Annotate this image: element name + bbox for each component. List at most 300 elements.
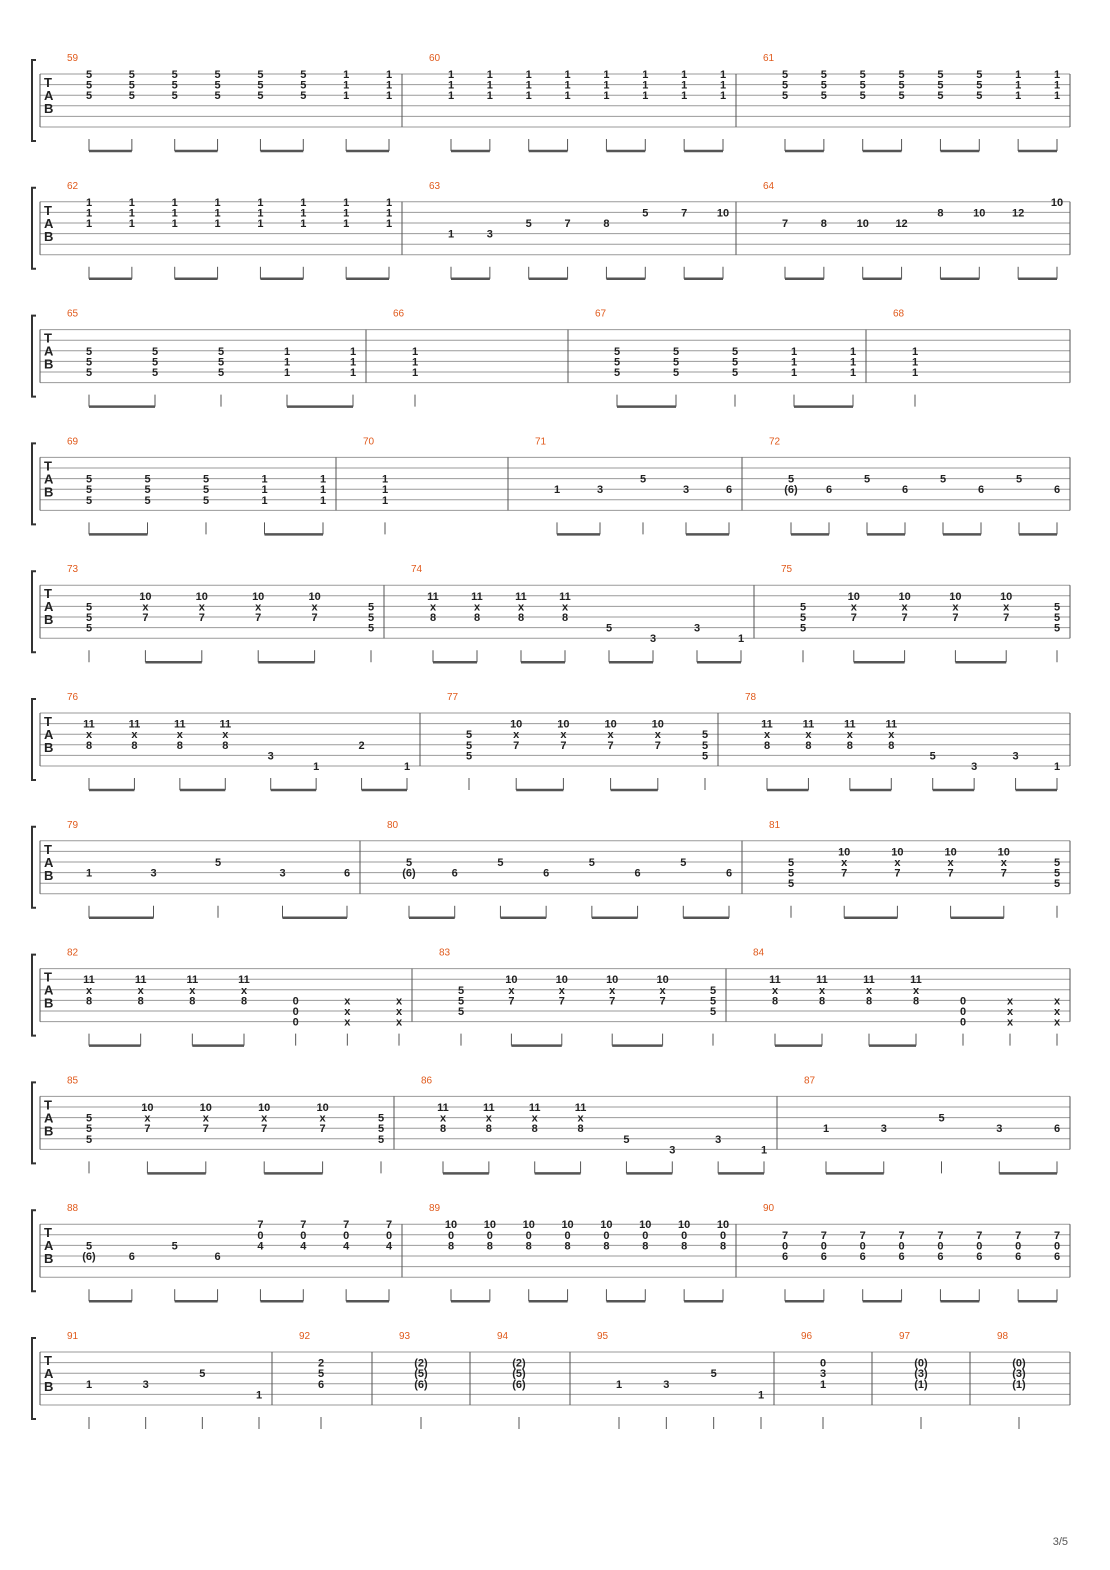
fret-number: 3 xyxy=(267,750,274,763)
fret-number: 10 xyxy=(252,590,265,603)
fret-number: 7 xyxy=(142,612,149,624)
fret-number: 1 xyxy=(642,79,649,92)
fret-number: 1 xyxy=(564,79,571,92)
fret-number: 5 xyxy=(367,601,375,614)
fret-number: 5 xyxy=(465,750,473,763)
tab-system xyxy=(32,1075,1070,1173)
fret-number: 10 xyxy=(308,590,321,603)
tab-clef-letter: A xyxy=(44,1366,54,1381)
fret-number: 1 xyxy=(261,484,268,497)
fret-number: 8 xyxy=(564,1240,571,1253)
fret-number: 1 xyxy=(171,196,178,209)
fret-number: 10 xyxy=(856,218,869,230)
system-bracket xyxy=(32,1210,36,1291)
fret-number: 6 xyxy=(901,484,909,497)
fret-number: 1 xyxy=(603,79,610,92)
fret-number: x xyxy=(818,984,826,997)
measure-number: 89 xyxy=(429,1203,441,1215)
fret-number: 5 xyxy=(217,367,225,379)
fret-number: 1 xyxy=(300,196,307,209)
fret-number: 5 xyxy=(214,90,221,103)
fret-number: 11 xyxy=(134,974,147,987)
fret-number: 10 xyxy=(949,590,962,603)
fret-number: 1 xyxy=(85,196,93,209)
fret-number: 7 xyxy=(319,1123,326,1136)
fret-number: 10 xyxy=(195,590,208,603)
fret-number: 4 xyxy=(257,1240,264,1253)
fret-number: 1 xyxy=(849,356,857,369)
fret-number: 8 xyxy=(429,612,437,624)
measure-number: 75 xyxy=(781,564,793,576)
fret-number: 10 xyxy=(316,1102,329,1114)
fret-number: 8 xyxy=(865,995,873,1008)
fret-number: 10 xyxy=(651,718,664,731)
fret-number: 1 xyxy=(343,207,350,220)
fret-number: 1 xyxy=(411,356,419,369)
tab-system xyxy=(32,692,1070,790)
fret-number: 11 xyxy=(559,590,571,603)
fret-number: 1 xyxy=(719,90,727,103)
fret-number: 5 xyxy=(367,612,375,624)
fret-number: 5 xyxy=(300,90,307,103)
fret-number: 8 xyxy=(888,739,895,752)
fret-number: 5 xyxy=(787,867,795,880)
fret-number: 1 xyxy=(385,196,393,209)
fret-number: 5 xyxy=(898,69,905,81)
tab-clef-letter: T xyxy=(44,202,52,218)
tab-clef-letter: T xyxy=(44,586,52,602)
fret-number: x xyxy=(344,1016,351,1029)
fret-number: x xyxy=(577,1112,584,1125)
fret-number: 11 xyxy=(802,718,815,731)
fret-number: 10 xyxy=(678,1219,691,1232)
fret-number: 5 xyxy=(377,1112,385,1125)
fret-number: 1 xyxy=(85,207,93,220)
fret-number: x xyxy=(344,1006,351,1018)
measure-number: 74 xyxy=(411,564,423,576)
fret-number: 10 xyxy=(1000,590,1013,603)
fret-number: x xyxy=(805,729,812,742)
fret-number: 10 xyxy=(258,1102,271,1114)
fret-number: 5 xyxy=(613,345,621,358)
fret-number: 5 xyxy=(787,878,795,891)
fret-number: 5 xyxy=(820,69,827,81)
tab-clef-letter: T xyxy=(44,1097,52,1113)
fret-number: 5 xyxy=(709,995,717,1008)
fret-number: 1 xyxy=(615,1378,623,1391)
tab-clef-letter: B xyxy=(44,356,54,372)
fret-number: 5 xyxy=(1015,473,1023,486)
fret-number: 10 xyxy=(522,1219,535,1232)
fret-number: x xyxy=(176,729,183,742)
fret-number: 1 xyxy=(603,69,610,81)
fret-number: 1 xyxy=(319,484,327,497)
fret-number: x xyxy=(255,601,262,614)
fret-number: 11 xyxy=(816,974,828,987)
fret-number: 1 xyxy=(849,367,857,379)
tab-clef-letter: T xyxy=(44,458,52,474)
fret-number: x xyxy=(508,984,515,997)
fret-number: 1 xyxy=(349,356,357,369)
fret-number: 11 xyxy=(528,1102,541,1114)
fret-number: (6) xyxy=(414,1378,428,1391)
tab-clef-letter: A xyxy=(44,727,54,742)
fret-number: 5 xyxy=(937,79,944,92)
fret-number: 3 xyxy=(693,622,701,635)
fret-number: 5 xyxy=(859,69,866,81)
measure-number: 76 xyxy=(67,692,79,703)
fret-number: (0) xyxy=(1012,1357,1026,1370)
fret-number: 0 xyxy=(820,1240,827,1253)
fret-number: 5 xyxy=(457,984,465,997)
fret-number: 8 xyxy=(189,995,196,1008)
fret-number: 11 xyxy=(863,974,875,987)
fret-number: 0 xyxy=(257,1229,264,1242)
measure-number: 73 xyxy=(67,564,79,576)
fret-number: 1 xyxy=(760,1144,768,1157)
fret-number: 5 xyxy=(85,69,93,81)
fret-number: 10 xyxy=(656,974,669,987)
fret-number: 7 xyxy=(681,207,688,220)
fret-number: 1 xyxy=(564,69,571,81)
fret-number: 5 xyxy=(1053,622,1061,635)
fret-number: 11 xyxy=(844,718,856,731)
fret-number: x xyxy=(395,995,403,1008)
tab-clef-letter: B xyxy=(44,484,54,500)
fret-number: 1 xyxy=(447,228,455,241)
fret-number: 1 xyxy=(447,69,455,81)
fret-number: 10 xyxy=(604,718,617,731)
fret-number: 8 xyxy=(818,995,826,1008)
fret-number: x xyxy=(850,601,857,614)
fret-number: 10 xyxy=(510,718,523,731)
fret-number: 3 xyxy=(819,1368,827,1381)
fret-number: 11 xyxy=(574,1102,587,1114)
fret-number: 5 xyxy=(257,69,264,81)
fret-number: 5 xyxy=(217,345,225,358)
fret-number: 5 xyxy=(898,90,905,103)
fret-number: 5 xyxy=(605,622,613,635)
tab-clef-letter: B xyxy=(44,740,54,755)
fret-number: 0 xyxy=(1015,1240,1022,1253)
fret-number: 8 xyxy=(937,207,944,220)
fret-number: 1 xyxy=(681,90,688,103)
fret-number: 5 xyxy=(214,857,222,869)
fret-number: 0 xyxy=(564,1229,571,1242)
tab-clef-letter: A xyxy=(44,215,54,231)
fret-number: 1 xyxy=(719,79,727,92)
measure-number: 91 xyxy=(67,1331,79,1342)
fret-number: 8 xyxy=(577,1123,584,1136)
fret-number: 5 xyxy=(701,739,709,752)
measure-number: 93 xyxy=(399,1331,411,1342)
fret-number: 5 xyxy=(799,612,807,624)
fret-number: 10 xyxy=(561,1219,574,1232)
fret-number: x xyxy=(1003,601,1010,614)
fret-number: 5 xyxy=(799,622,807,635)
fret-number: 6 xyxy=(781,1251,789,1263)
fret-number: 5 xyxy=(144,484,151,497)
fret-number: 5 xyxy=(85,79,93,92)
fret-number: 10 xyxy=(716,1219,730,1232)
fret-number: 8 xyxy=(525,1240,532,1253)
fret-number: 5 xyxy=(85,1123,93,1136)
fret-number: 7 xyxy=(202,1123,209,1136)
fret-number: 5 xyxy=(85,612,93,624)
fret-number: 8 xyxy=(85,995,93,1008)
fret-number: 5 xyxy=(863,473,871,486)
fret-number: 1 xyxy=(255,1389,263,1402)
fret-number: 5 xyxy=(257,90,264,103)
fret-number: 1 xyxy=(300,218,307,230)
fret-number: 6 xyxy=(1053,1251,1061,1263)
tab-system xyxy=(32,948,1070,1046)
fret-number: 5 xyxy=(85,367,93,379)
system-bracket xyxy=(32,955,36,1036)
fret-number: 1 xyxy=(261,473,268,486)
fret-number: x xyxy=(865,984,873,997)
fret-number: 7 xyxy=(261,1123,268,1136)
fret-number: 3 xyxy=(971,761,978,773)
fret-number: x xyxy=(846,729,853,742)
fret-number: 0 xyxy=(447,1229,455,1242)
fret-number: 6 xyxy=(898,1251,905,1263)
fret-number: 6 xyxy=(128,1251,135,1263)
fret-number: 7 xyxy=(894,867,901,880)
measure-number: 98 xyxy=(997,1331,1009,1342)
fret-number: 5 xyxy=(859,79,866,92)
fret-number: 1 xyxy=(283,367,291,379)
fret-number: 1 xyxy=(564,90,571,103)
fret-number: 4 xyxy=(385,1240,393,1253)
fret-number: 10 xyxy=(505,974,518,987)
fret-number: 5 xyxy=(898,79,905,92)
measure-number: 79 xyxy=(67,819,79,831)
fret-number: 1 xyxy=(171,207,178,220)
system-bracket xyxy=(32,316,36,397)
tab-clef-letter: T xyxy=(44,1353,52,1368)
fret-number: 1 xyxy=(486,69,493,81)
tab-clef-letter: A xyxy=(44,1238,54,1254)
measure-number: 87 xyxy=(804,1075,816,1087)
page-number: 3/5 xyxy=(1052,1536,1068,1548)
fret-number: 5 xyxy=(680,857,687,869)
fret-number: x xyxy=(659,984,666,997)
fret-number: (2) xyxy=(512,1357,526,1370)
fret-number: 10 xyxy=(139,590,152,603)
measure-number: 83 xyxy=(439,947,451,959)
tab-clef-letter: B xyxy=(44,101,54,116)
fret-number: 2 xyxy=(317,1357,325,1370)
fret-number: 3 xyxy=(663,1378,670,1391)
fret-number: 5 xyxy=(929,750,936,763)
fret-number: 0 xyxy=(959,1016,967,1029)
measure-number: 81 xyxy=(769,819,781,831)
fret-number: 1 xyxy=(385,69,393,81)
fret-number: 11 xyxy=(83,718,95,731)
fret-number: 5 xyxy=(613,367,621,379)
fret-number: 6 xyxy=(1053,484,1061,497)
fret-number: 6 xyxy=(825,484,833,497)
fret-number: 3 xyxy=(715,1133,722,1146)
fret-number: 10 xyxy=(141,1102,154,1114)
fret-number: 1 xyxy=(719,69,727,81)
fret-number: x xyxy=(947,857,954,869)
fret-number: 6 xyxy=(725,484,733,497)
fret-number: 1 xyxy=(411,367,419,379)
fret-number: 6 xyxy=(543,867,550,880)
fret-number: 8 xyxy=(485,1123,492,1136)
tab-clef-letter: A xyxy=(44,1110,54,1126)
fret-number: 5 xyxy=(939,473,947,486)
fret-number: 1 xyxy=(385,79,393,92)
fret-number: x xyxy=(1006,1016,1014,1029)
tab-clef-letter: B xyxy=(44,228,54,244)
fret-number: 7 xyxy=(937,1229,944,1242)
fret-number: 5 xyxy=(731,345,739,358)
fret-number: 5 xyxy=(787,473,795,486)
fret-number: 1 xyxy=(1053,90,1061,103)
fret-number: 6 xyxy=(451,867,458,880)
tab-clef-letter: A xyxy=(44,88,54,103)
fret-number: 8 xyxy=(719,1240,727,1253)
fret-number: 1 xyxy=(343,90,350,103)
fret-number: 1 xyxy=(85,1378,93,1391)
fret-number: x xyxy=(654,729,661,742)
fret-number: 5 xyxy=(367,622,375,635)
fret-number: 8 xyxy=(561,612,569,624)
fret-number: x xyxy=(142,601,149,614)
fret-number: 5 xyxy=(937,90,944,103)
fret-number: 5 xyxy=(781,79,789,92)
fret-number: 5 xyxy=(672,356,680,369)
fret-number: 11 xyxy=(128,718,141,731)
system-bracket xyxy=(32,699,36,780)
fret-number: 5 xyxy=(497,857,504,869)
fret-number: 1 xyxy=(1015,90,1022,103)
fret-number: 8 xyxy=(603,1240,610,1253)
fret-number: 1 xyxy=(790,356,798,369)
fret-number: 1 xyxy=(257,196,264,209)
fret-number: 0 xyxy=(486,1229,493,1242)
measure-number: 66 xyxy=(393,308,405,320)
fret-number: 1 xyxy=(403,761,411,773)
fret-number: 5 xyxy=(144,494,151,507)
fret-number: x xyxy=(1000,857,1007,869)
fret-number: 5 xyxy=(781,69,789,81)
fret-number: 0 xyxy=(859,1240,866,1253)
system-bracket xyxy=(32,60,36,141)
fret-number: x xyxy=(395,1016,403,1029)
fret-number: 1 xyxy=(385,207,393,220)
fret-number: (0) xyxy=(914,1357,928,1370)
fret-number: 5 xyxy=(799,601,807,614)
fret-number: 5 xyxy=(85,90,93,103)
fret-number: 6 xyxy=(977,484,985,497)
fret-number: 7 xyxy=(311,612,318,624)
fret-number: 5 xyxy=(613,356,621,369)
fret-number: 8 xyxy=(222,739,229,752)
measure-number: 95 xyxy=(597,1331,609,1342)
fret-number: 5 xyxy=(85,484,93,497)
fret-number: 5 xyxy=(457,1006,465,1018)
fret-number: 0 xyxy=(292,1006,299,1018)
fret-number: 1 xyxy=(349,367,357,379)
fret-number: 5 xyxy=(171,79,178,92)
fret-number: 5 xyxy=(781,90,789,103)
fret-number: 5 xyxy=(859,90,866,103)
fret-number: 1 xyxy=(300,207,307,220)
fret-number: 11 xyxy=(769,974,781,987)
fret-number: 7 xyxy=(841,867,848,880)
fret-number: 0 xyxy=(976,1240,983,1253)
fret-number: 1 xyxy=(1015,69,1022,81)
fret-number: 1 xyxy=(385,90,393,103)
fret-number: x xyxy=(319,1112,326,1125)
tab-system xyxy=(32,1331,1070,1429)
fret-number: 0 xyxy=(898,1240,905,1253)
fret-number: 1 xyxy=(381,484,389,497)
fret-number: x xyxy=(841,857,848,869)
fret-number: 5 xyxy=(144,473,151,486)
tab-clef-letter: A xyxy=(44,471,54,487)
fret-number: 1 xyxy=(642,69,649,81)
fret-number: (3) xyxy=(1012,1368,1026,1381)
fret-number: 8 xyxy=(439,1123,447,1136)
system-bracket xyxy=(32,1338,36,1419)
fret-number: 6 xyxy=(859,1251,866,1263)
fret-number: x xyxy=(202,1112,209,1125)
fret-number: 5 xyxy=(85,345,93,358)
fret-number: 7 xyxy=(385,1219,393,1232)
fret-number: x xyxy=(952,601,959,614)
fret-number: 5 xyxy=(257,79,264,92)
measure-number: 82 xyxy=(67,947,79,959)
fret-number: 1 xyxy=(447,90,455,103)
fret-number: 8 xyxy=(642,1240,649,1253)
fret-number: 5 xyxy=(214,69,221,81)
fret-number: 7 xyxy=(609,995,616,1008)
fret-number: 1 xyxy=(822,1123,830,1136)
fret-number: 5 xyxy=(457,995,465,1008)
fret-number: 1 xyxy=(313,761,320,773)
fret-number: 1 xyxy=(214,218,221,230)
fret-number: 1 xyxy=(261,494,268,507)
fret-number: 11 xyxy=(186,974,199,987)
measure-number: 62 xyxy=(67,180,79,192)
fret-number: 6 xyxy=(1015,1251,1022,1263)
fret-number: 10 xyxy=(444,1219,458,1232)
fret-number: x xyxy=(395,1006,403,1018)
fret-number: 12 xyxy=(895,218,908,230)
tab-clef-letter: T xyxy=(44,1225,52,1241)
fret-number: x xyxy=(517,601,525,614)
measure-number: 94 xyxy=(497,1331,509,1342)
fret-number: (6) xyxy=(784,484,798,497)
tab-system xyxy=(32,309,1070,407)
fret-number: 10 xyxy=(891,846,904,859)
fret-number: 5 xyxy=(938,1112,945,1125)
fret-number: 10 xyxy=(600,1219,613,1232)
fret-number: 5 xyxy=(731,356,739,369)
fret-number: 7 xyxy=(781,1229,789,1242)
fret-number: 5 xyxy=(85,622,93,635)
fret-number: 10 xyxy=(606,974,619,987)
tab-clef-letter: T xyxy=(44,330,52,346)
fret-number: 1 xyxy=(283,345,291,358)
fret-number: x xyxy=(473,601,481,614)
measure-number: 90 xyxy=(763,1203,775,1215)
